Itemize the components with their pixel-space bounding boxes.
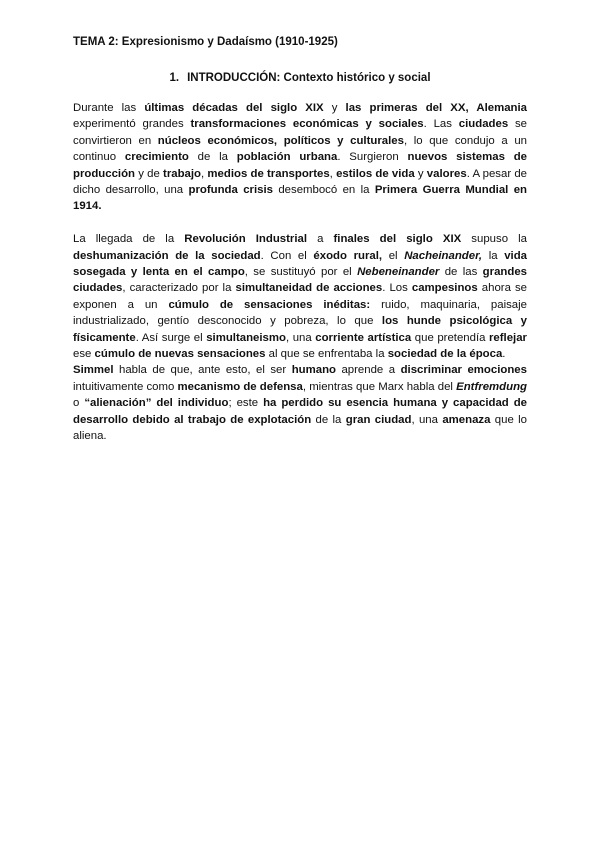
body-text: ese: [73, 348, 95, 361]
emphasis-text: éxodo rural,: [313, 249, 383, 262]
emphasis-text: cúmulo de sensaciones inéditas:: [168, 298, 371, 311]
emphasis-text: últimas décadas del siglo XIX: [144, 102, 324, 114]
body-text: ahora se exponen a un: [73, 282, 527, 311]
body-text: Durante las: [73, 102, 145, 114]
body-text: , caracterizado por la: [122, 282, 236, 295]
emphasis-text: Primera Guerra Mundial en 1914.: [73, 184, 527, 213]
emphasis-text: corriente artística: [315, 331, 412, 344]
emphasis-text: crecimiento: [124, 151, 189, 164]
body-text: ruido, maquinaria, paisaje industrializado, gentío desconocido y pobreza, lo que: [73, 298, 527, 328]
body-text: de la: [311, 413, 346, 426]
emphasis-text: deshumanización de la sociedad: [73, 249, 261, 262]
body-text: , una: [285, 331, 316, 344]
emphasis-text: campesinos: [411, 282, 478, 295]
body-text: . Así surge el: [135, 331, 207, 344]
body-text: que pretendía: [411, 331, 489, 344]
emphasis-text: gran ciudad: [345, 413, 412, 426]
emphasis-text: humano: [291, 364, 336, 377]
emphasis-text: vida sosegada y lenta en el campo: [73, 249, 527, 279]
body-text: desembocó en la: [272, 184, 375, 197]
body-text: . Surgieron: [337, 151, 408, 164]
emphasis-text: ciudades: [458, 118, 509, 131]
emphasis-text: las primeras del XX, Alemania: [345, 102, 527, 114]
body-text: habla de que, ante esto, el ser: [113, 364, 292, 377]
body-text: de las: [439, 266, 483, 279]
body-text: . Las: [423, 118, 459, 131]
body-text: de la: [188, 151, 237, 164]
body-text: y: [414, 167, 427, 180]
emphasis-text: finales del siglo XIX: [333, 233, 462, 246]
body-text: a: [307, 233, 334, 246]
emphasis-text: Revolución Industrial: [184, 233, 307, 246]
body-text: . Con el: [260, 249, 314, 262]
section-title: INTRODUCCIÓN: Contexto histórico y social: [187, 72, 431, 84]
emphasis-text: transformaciones económicas y sociales: [190, 118, 424, 131]
emphasis-text: ha perdido su esencia humana y capacidad de desarrollo debido al trabajo de explotación: [73, 397, 528, 426]
emphasis-text: trabajo: [163, 167, 202, 180]
emphasis-text: discriminar emociones: [400, 364, 527, 377]
emphasis-text: población urbana: [236, 151, 338, 164]
body-text: experimentó grandes: [73, 118, 191, 131]
body-text: , mientras que Marx habla del: [302, 380, 457, 393]
body-text: , se sustituyó por el: [244, 266, 358, 279]
body-text: el: [382, 249, 405, 262]
emphasis-text: núcleos económicos, políticos y culturales: [157, 134, 404, 147]
emphasis-text: los hunde psicológica y físicamente: [73, 315, 527, 344]
body-text: intuitivamente como: [73, 380, 178, 393]
body-text: la: [482, 249, 505, 262]
emphasis-text: grandes ciudades: [73, 266, 527, 295]
body-text: ,: [329, 167, 337, 180]
emphasis-text: amenaza: [442, 413, 491, 426]
body-text: que lo aliena.: [73, 413, 528, 443]
emphasis-text: cúmulo de nuevas sensaciones: [94, 348, 266, 361]
body-text: . A pesar de dicho desarrollo, una: [73, 167, 528, 197]
section-heading: [73, 72, 527, 84]
paragraph-context: [73, 100, 527, 215]
emphasis-text: “alienación” del individuo: [84, 397, 229, 410]
emphasis-text: mecanismo de defensa: [177, 380, 303, 393]
emphasis-text: valores: [426, 167, 467, 180]
body-text: al que se enfrentaba la: [265, 348, 388, 361]
body-text: . Los: [382, 282, 412, 295]
body-text: se convirtieron en: [73, 118, 528, 147]
body-text: ,: [201, 167, 208, 180]
paragraph-simmel-marx: [73, 362, 527, 444]
document-body: [73, 100, 527, 445]
paragraph-industrial-revolution: [73, 231, 527, 362]
emphasis-text: nuevos sistemas de producción: [73, 151, 528, 180]
emphasis-text: Entfremdung: [456, 380, 527, 393]
body-text: .: [502, 348, 506, 361]
body-text: y de: [135, 167, 164, 180]
emphasis-text: estilos de vida: [336, 167, 415, 180]
document-title: TEMA 2: Expresionismo y Dadaísmo (1910-1925): [73, 36, 338, 48]
body-text: aprende a: [335, 364, 401, 377]
emphasis-text: simultaneismo: [206, 331, 286, 344]
body-text: supuso la: [461, 233, 527, 246]
section-number: 1.: [169, 72, 180, 84]
body-text: o: [73, 397, 85, 410]
body-text: y: [323, 102, 346, 114]
body-text: ; este: [228, 397, 264, 410]
emphasis-text: reflejar: [489, 331, 527, 344]
emphasis-text: sociedad de la época: [387, 348, 503, 361]
emphasis-text: Nebeneinander: [357, 266, 440, 279]
emphasis-text: Simmel: [73, 364, 114, 377]
body-text: , una: [411, 413, 443, 426]
emphasis-text: simultaneidad de acciones: [235, 282, 383, 295]
emphasis-text: Nacheinander,: [404, 249, 483, 262]
body-text: La llegada de la: [73, 233, 185, 246]
body-text: , lo que condujo a un continuo: [73, 134, 527, 164]
emphasis-text: profunda crisis: [188, 184, 273, 197]
emphasis-text: medios de transportes: [207, 167, 330, 180]
